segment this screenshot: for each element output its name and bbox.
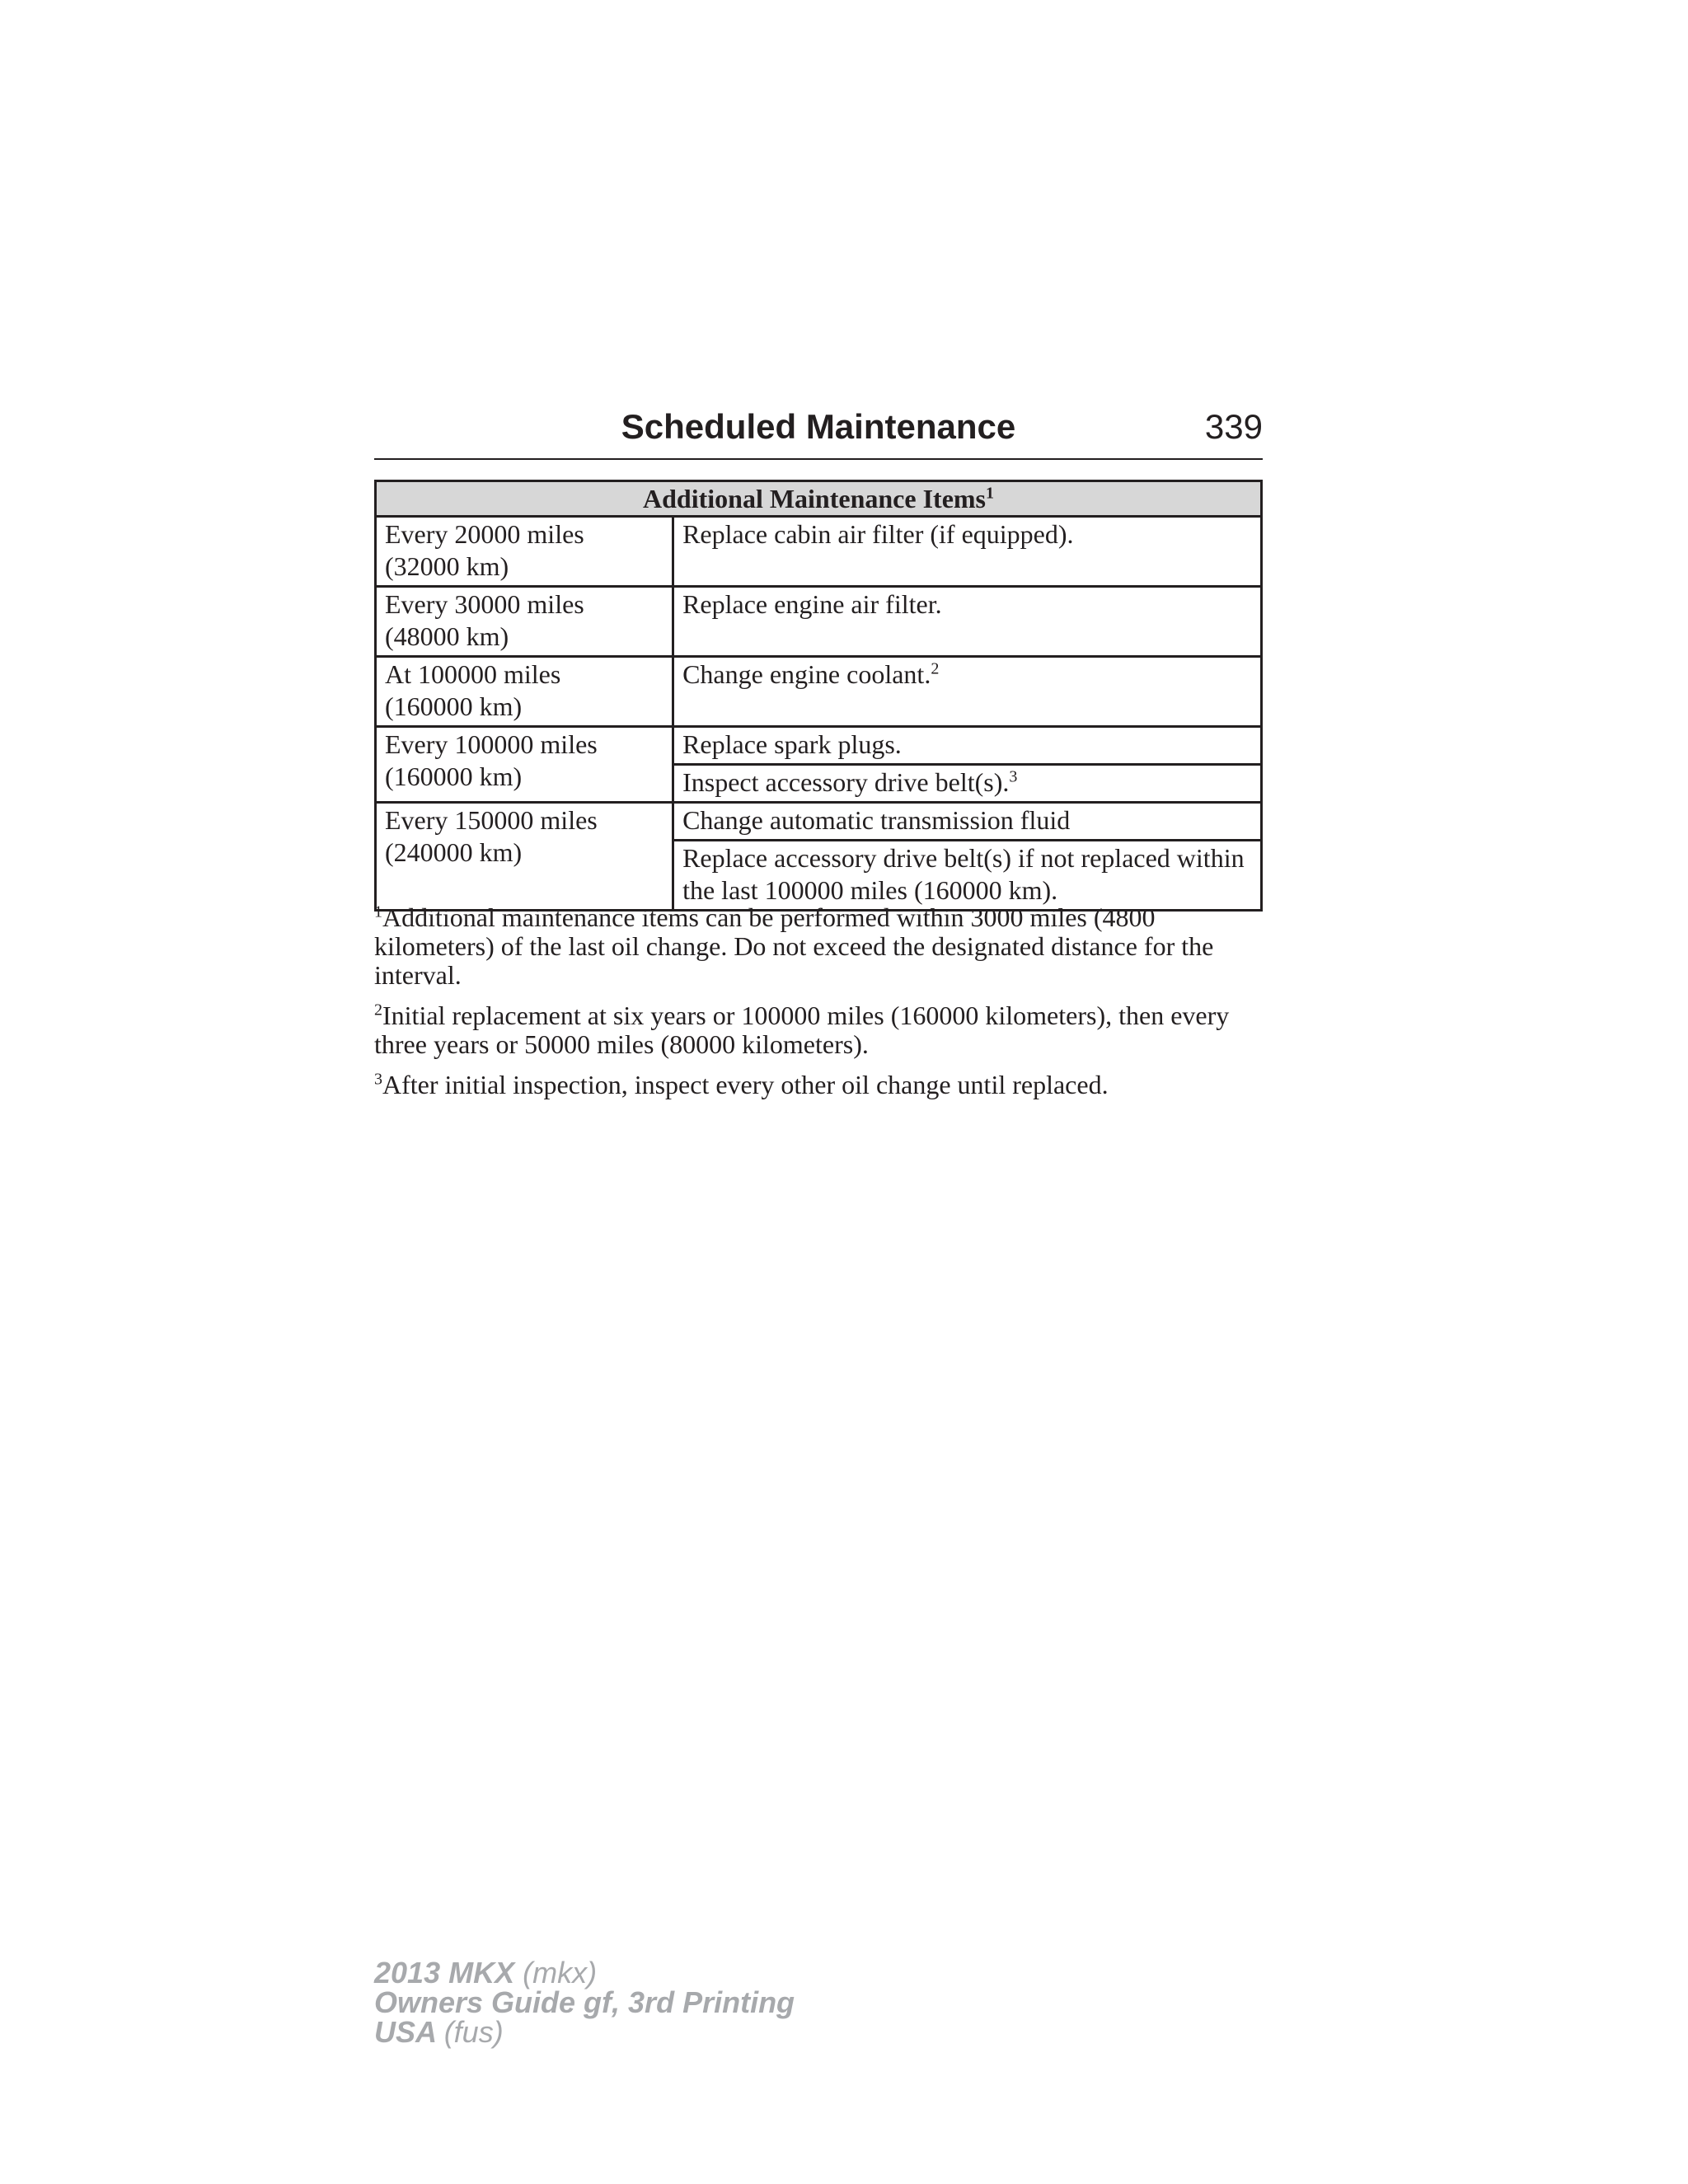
page-number: 339 bbox=[1204, 407, 1263, 446]
table-row bbox=[376, 517, 1262, 587]
interval-miles: Every 20000 miles bbox=[385, 519, 584, 549]
task-text: Change engine coolant. bbox=[682, 659, 931, 689]
table-title-text: Additional Maintenance Items bbox=[643, 484, 986, 513]
interval-miles: Every 150000 miles bbox=[385, 805, 598, 835]
table-row bbox=[376, 587, 1262, 657]
interval-cell bbox=[376, 657, 673, 727]
task-text: Inspect accessory drive belt(s). bbox=[682, 767, 1010, 797]
task-cell bbox=[673, 657, 1262, 727]
task-cell: Replace spark plugs. bbox=[673, 727, 1262, 765]
interval-km: (160000 km) bbox=[385, 691, 523, 721]
interval-cell bbox=[376, 803, 673, 911]
task-cell bbox=[673, 765, 1262, 803]
footer-model-code: (mkx) bbox=[523, 1956, 598, 1990]
footnote-text: After initial inspection, inspect every other oil change until replaced. bbox=[382, 1070, 1109, 1099]
footer-market-line bbox=[374, 2015, 795, 2049]
task-cell: Replace engine air filter. bbox=[673, 587, 1262, 657]
footer-model-line bbox=[374, 1958, 795, 1988]
interval-miles: Every 30000 miles bbox=[385, 589, 584, 619]
footer-model: 2013 MKX bbox=[374, 1956, 515, 1990]
footnote-mark: 2 bbox=[374, 1001, 382, 1019]
interval-km: (160000 km) bbox=[385, 762, 523, 791]
table-title bbox=[376, 481, 1262, 517]
footnote-text: Initial replacement at six years or 100000 miles (160000 kilometers), then every three years or 50000 miles (80000 kilometers). bbox=[374, 1001, 1230, 1059]
task-cell: Replace accessory drive belt(s) if not replaced within the last 100000 miles (160000 km). bbox=[673, 841, 1262, 911]
footer-market: USA bbox=[374, 2015, 436, 2049]
interval-km: (240000 km) bbox=[385, 837, 523, 867]
footnote-mark: 3 bbox=[374, 1070, 382, 1089]
table-row bbox=[376, 727, 1262, 765]
footnote-ref: 2 bbox=[931, 659, 940, 678]
footnote bbox=[374, 903, 1273, 990]
footnotes bbox=[374, 903, 1273, 1111]
interval-cell bbox=[376, 587, 673, 657]
footer-market-code: (fus) bbox=[443, 2015, 504, 2049]
interval-km: (48000 km) bbox=[385, 621, 509, 651]
footnote-ref: 3 bbox=[1009, 767, 1018, 786]
interval-cell bbox=[376, 517, 673, 587]
footnote-ref: 1 bbox=[986, 484, 994, 503]
footnote-text: Additional maintenance items can be performed within 3000 miles (4800 kilometers) of the last oil change. Do not exceed the designated distance for the interval. bbox=[374, 902, 1214, 990]
interval-cell bbox=[376, 727, 673, 803]
table-row bbox=[376, 657, 1262, 727]
page-footer bbox=[374, 1958, 795, 2047]
interval-miles: Every 100000 miles bbox=[385, 729, 598, 759]
task-cell: Replace cabin air filter (if equipped). bbox=[673, 517, 1262, 587]
page-header bbox=[374, 404, 1263, 460]
footnote-mark: 1 bbox=[374, 902, 382, 921]
task-cell: Change automatic transmission fluid bbox=[673, 803, 1262, 841]
footnote bbox=[374, 1071, 1273, 1099]
interval-km: (32000 km) bbox=[385, 551, 509, 581]
table-header-row bbox=[376, 481, 1262, 517]
footnote bbox=[374, 1001, 1273, 1059]
interval-miles: At 100000 miles bbox=[385, 659, 561, 689]
page-title: Scheduled Maintenance bbox=[621, 407, 1016, 446]
maintenance-table bbox=[374, 480, 1263, 912]
footer-guide-line: Owners Guide gf, 3rd Printing bbox=[374, 1985, 795, 2019]
table-row bbox=[376, 803, 1262, 841]
